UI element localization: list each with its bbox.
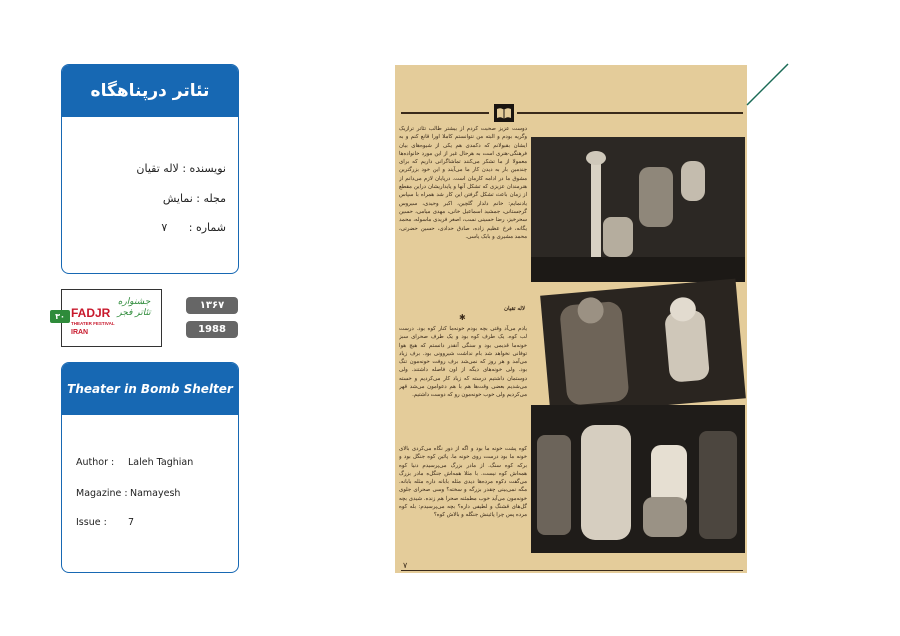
persian-info-card [61,64,239,274]
photo3-actress-gown [581,425,631,540]
gregorian-year-badge: 1988 [186,321,238,338]
photo1-actor-kneeling [603,217,633,257]
stage-photo-2 [540,279,746,416]
issue-label: Issue : [76,517,107,528]
section-divider-star: ✱ [459,313,466,322]
magazine-row [76,488,181,499]
bottom-rule [401,570,743,571]
festival-persian-script: جشنواره تئاتر فجر [117,297,151,318]
photo3-actor-suit [537,435,571,535]
top-rule-right [517,112,743,114]
issue-row [76,517,135,528]
issue-value: 7 [128,517,135,528]
article-column-top: دوست عزیز صحبت کردم از بیشتر طالب تئاتر ترازیک وگریه بودم و البته من نتوانستم کاملا اورا قانع کنم و به ایشان بقبولانم که دکمدی هم یکی از شیوه‌های بیان فرهنگی-هنری است به هرحال غیر از این مورد خانواده‌ها معمولا از ما تشکر می‌کنند تماشاگرانی داریم که برای چندمین بار به دیدن کار ما می‌آیند و این خود بزرگترین مشوق ما در ادامه کارمان است. درپایان لازم می‌دانم از هنرمندان عزیزی که تشکل آنها و پایداریشان دراین مقطع از زمان باعث تشکل گرفتن این کار شد همراه با سپاس یادنمایم: خانم دلدار گلچین، اکبر وحیدی، سیروس گرجستانی، جمشید اسماعیل خانی، مهدی میامی، حسین سحرخیز، رضا حسینی نسب، اصغر فریدی ماسوله، محمد یگانه، فرخ عظیم زاده، صادق حدادی، حسین حضرتی، محمد مشیری و بابک یاسی. [399,126,527,240]
magazine-label: Magazine : [76,488,128,499]
scanned-magazine-page [395,65,747,573]
festival-country: IRAN [71,329,89,336]
festival-number-badge: ۳۰ [50,310,70,323]
english-card-title: Theater in Bomb Shelter [62,363,238,415]
article-column-bottom: کوه پشت خونه ما بود و اگه از دور نگاه می‌کردی بالای خونه ما بود درست روی خونه ما. پائین کوه جنگل بود و برکه کوه سنگ. از مادر بزرگ می‌پرسیدم دنیا کوه همه‌اش کوه نیست. با مثلا همه‌اش جنگل‌ه مادر بزرگ می‌گفت دکوه مرده‌ها دیدی مثله بابانه داره مثله بابانه. مگه نمی‌بینی چقدر بزرگه و سخته؟ وسی صحرای جلوی خونه‌مون می‌آید خوب مطمئنه صحرا هم زنده. شیدی بچه گل‌های قشنگ و لطیفی داره؟ بچه می‌پرسیدم: بله کوه مرده پس چرا پائینش جنگله و بالاش کوه؟ [399,446,527,519]
author-signature: لاله تقیان [504,306,525,312]
persian-issue-line [161,221,226,234]
photo1-prop-lamp-top [586,151,606,165]
english-info-card [61,362,239,573]
book-icon [493,103,515,123]
persian-author-line: نویسنده : لاله تقیان [136,162,226,175]
photo1-actor-standing [639,167,673,227]
photo1-floor [531,257,745,282]
author-row [76,457,194,468]
page-number: ۷ [403,561,408,570]
fadjr-festival-logo [55,289,162,347]
persian-issue-value: ۷ [161,221,168,234]
stage-photo-1 [531,137,745,282]
author-label: Author : [76,457,115,468]
top-rule-left [401,112,489,114]
persian-issue-label: شماره : [188,221,226,234]
article-column-middle: یادم می‌آد وقتی بچه بودم خونه‌ما کنار کوه بود. درست لب کوه. یک طرف کوه بود و یک طرف صحرای سبز خونه‌ما قدیمی بود و سنگی آنقدر دانستم که هیچ هوا توفانی نخواهد شد بام نداشت شیروونی بود. برف زیاد می‌آمد و هر روز که نمی‌شد برف روفت خونه‌مون تنگ بود. ولی خونه‌های دیگه از اون فاصله داشتند. ولی دوستمان داشتیم درسته که زیاد کار می‌کردیم و خسته می‌شدیم بعضی وقت‌ها هم با هم دعوامون می‌شد قهر می‌کردیم ولی خوب خونه‌مون رو که دوست داشتیم. [399,326,527,399]
photo3-actor-seated [643,497,687,537]
photo3-actor-right [699,431,737,539]
photo1-prop-lamp [591,157,601,267]
stage-photo-3 [531,405,745,553]
persian-magazine-line: مجله : نمایش [162,192,226,205]
festival-subtitle: THEATER FESTIVAL [71,321,115,326]
author-value: Laleh Taghian [128,457,194,468]
festival-title: FADJR [71,306,111,320]
persian-year-badge: ۱۳۶۷ [186,297,238,314]
persian-card-title: تئاتر درپناهگاه [62,65,238,117]
magazine-value: Namayesh [130,488,181,499]
photo1-actor-right [681,161,705,201]
photo3-actor-chef [651,445,687,505]
corner-accent-line [745,62,790,107]
